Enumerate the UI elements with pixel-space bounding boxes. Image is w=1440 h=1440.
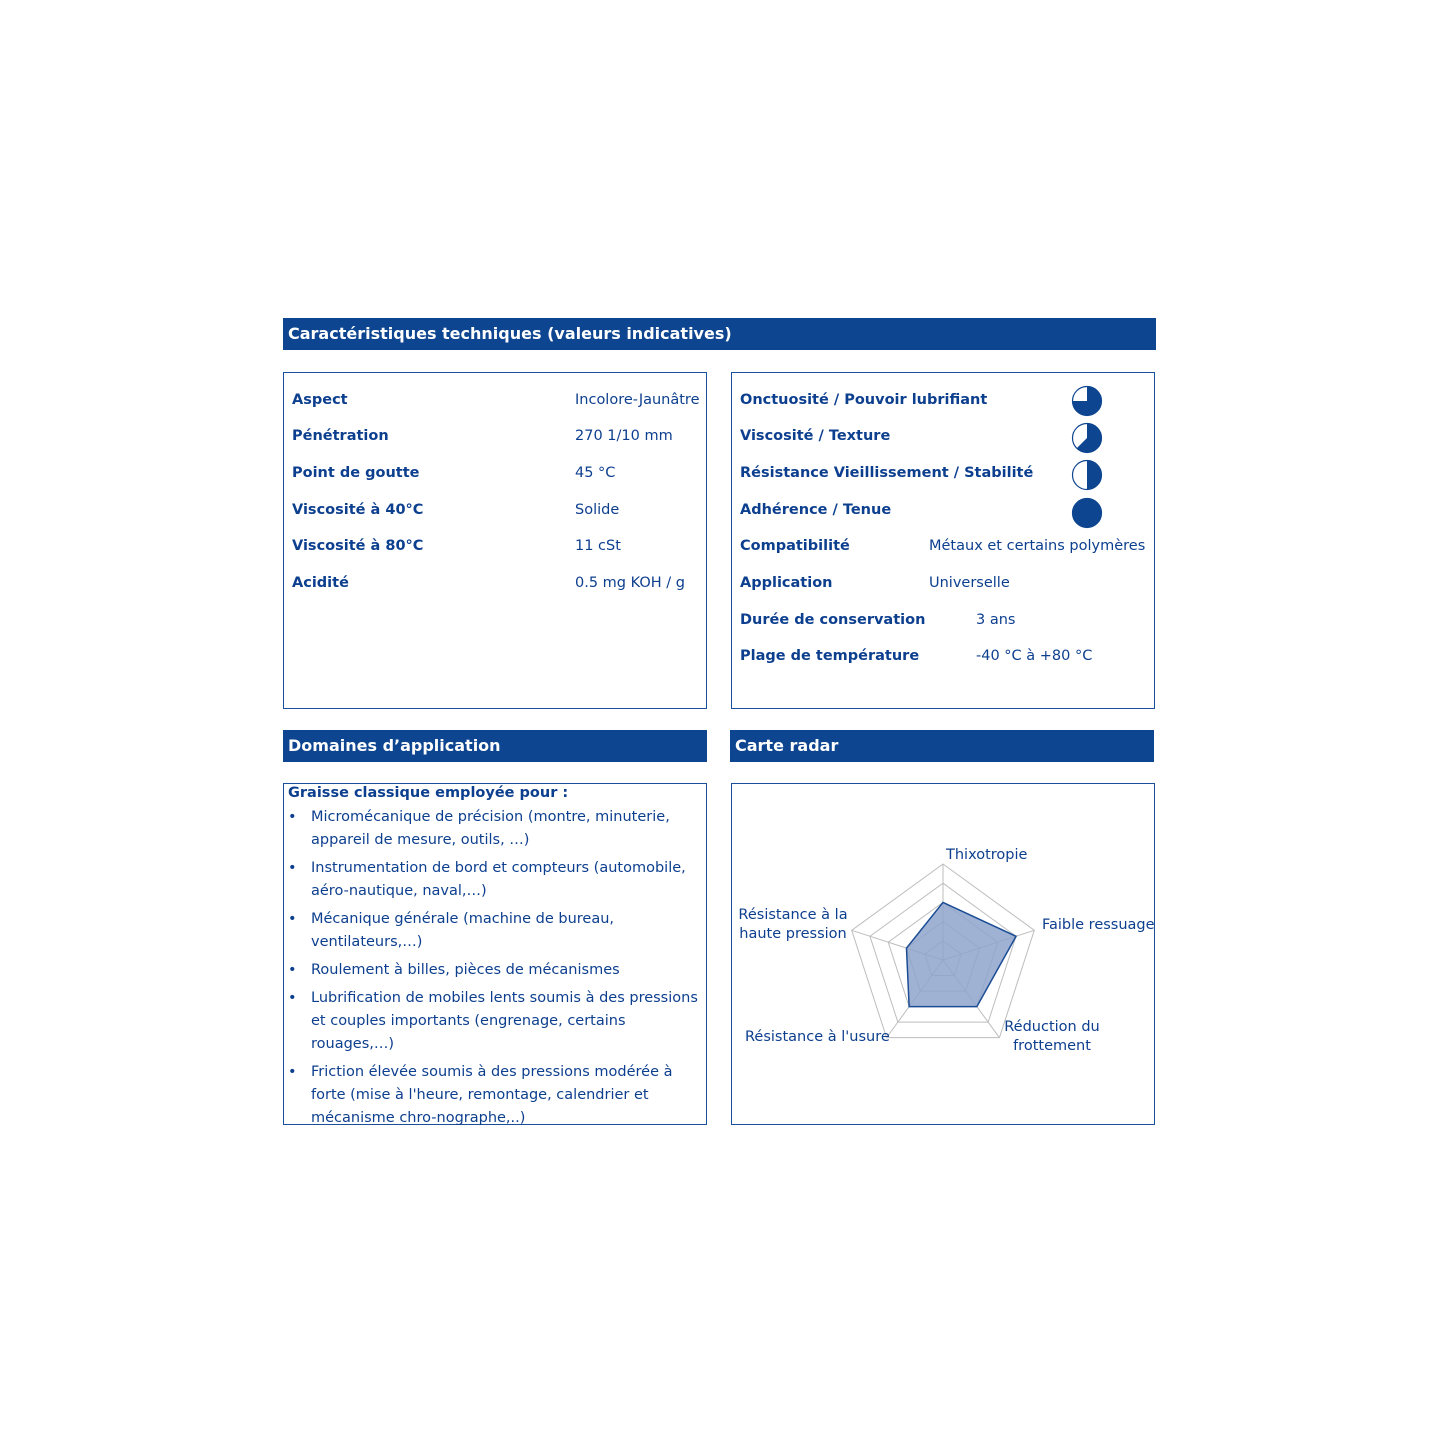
tech-value-viscosity-80: 11 cSt	[575, 538, 621, 554]
tech-value-viscosity-40: Solide	[575, 502, 620, 518]
tech-label-viscosity-40: Viscosité à 40°C	[292, 502, 424, 518]
rating-label-stability: Résistance Vieillissement / Stabilité	[740, 465, 1034, 481]
list-item-text: Instrumentation de bord et compteurs (automobile, aéro-nautique, naval,…)	[311, 860, 686, 899]
domains-intro: Graisse classique employée pour :	[288, 785, 569, 801]
list-item-text: Lubrification de mobiles lents soumis à des pressions et couples importants (engrenage, certains rouages,…)	[311, 990, 698, 1052]
radar-axis-label-wear-resistance: Résistance à l'usure	[745, 1029, 890, 1045]
bullet-icon: •	[288, 962, 297, 978]
bullet-icon: •	[288, 860, 297, 876]
tech-label-compatibility: Compatibilité	[740, 538, 850, 554]
rating-label-lubricity: Onctuosité / Pouvoir lubrifiant	[740, 392, 988, 408]
tech-label-penetration: Pénétration	[292, 428, 389, 444]
list-item-text: Micromécanique de précision (montre, minuterie, appareil de mesure, outils, …)	[311, 809, 670, 848]
tech-value-application: Universelle	[929, 575, 1010, 591]
tech-label-application: Application	[740, 575, 833, 591]
tech-value-temperature-range: -40 °C à +80 °C	[976, 648, 1093, 664]
radar-axis-label-friction-reduction: Réduction du frottement	[1004, 1019, 1100, 1054]
list-item-text: Mécanique générale (machine de bureau, ventilateurs,…)	[311, 911, 615, 950]
domains-header: Domaines d’application	[283, 730, 707, 762]
tech-value-compatibility: Métaux et certains polymères	[929, 538, 1146, 554]
list-item-text: Roulement à billes, pièces de mécanismes	[311, 962, 620, 978]
bullet-icon: •	[288, 911, 297, 927]
tech-label-aspect: Aspect	[292, 392, 348, 408]
radar-axis-label-thixotropy: Thixotropie	[946, 847, 1028, 863]
tech-label-temperature-range: Plage de température	[740, 648, 920, 664]
rating-label-texture: Viscosité / Texture	[740, 428, 891, 444]
tech-value-penetration: 270 1/10 mm	[575, 428, 673, 444]
tech-label-drop-point: Point de goutte	[292, 465, 420, 481]
tech-label-acidity: Acidité	[292, 575, 349, 591]
tech-header: Caractéristiques techniques (valeurs indicatives)	[283, 318, 1156, 350]
tech-label-viscosity-80: Viscosité à 80°C	[292, 538, 424, 554]
bullet-icon: •	[288, 990, 297, 1006]
bullet-icon: •	[288, 809, 297, 825]
bullet-icon: •	[288, 1064, 297, 1080]
radar-axis-label-low-bleeding: Faible ressuage	[1042, 917, 1155, 933]
tech-value-shelf-life: 3 ans	[976, 612, 1016, 628]
radar-series-area	[906, 902, 1016, 1006]
tech-value-aspect: Incolore-Jaunâtre	[575, 392, 700, 408]
list-item-text: Friction élevée soumis à des pressions modérée à forte (mise à l'heure, remontage, calendrier et mécanisme chro-nographe,..)	[311, 1064, 673, 1126]
radar-header: Carte radar	[730, 730, 1154, 762]
rating-label-adhesion: Adhérence / Tenue	[740, 502, 892, 518]
radar-axis-label-high-pressure: Résistance à la haute pression	[738, 907, 848, 942]
tech-label-shelf-life: Durée de conservation	[740, 612, 926, 628]
tech-value-acidity: 0.5 mg KOH / g	[575, 575, 685, 591]
tech-value-drop-point: 45 °C	[575, 465, 616, 481]
